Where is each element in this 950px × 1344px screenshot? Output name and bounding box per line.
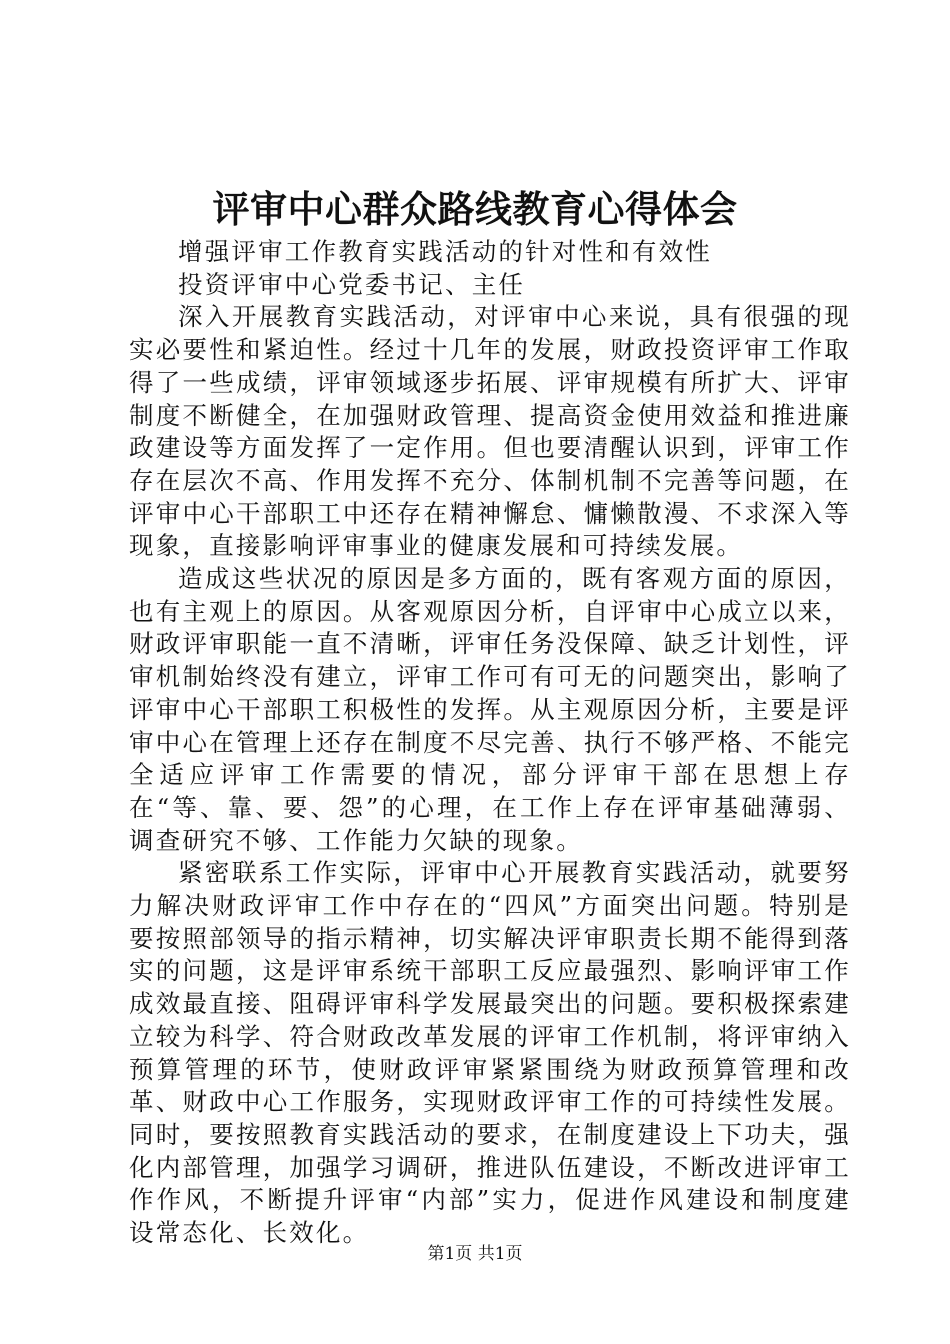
document-title: 评审中心群众路线教育心得体会 — [212, 187, 738, 231]
document-author: 投资评审中心党委书记、主任 — [178, 269, 526, 299]
page-footer: 第1页 共1页 — [427, 1244, 523, 1264]
body-paragraph-1: 深入开展教育实践活动，对评审中心来说，具有很强的现实必要性和紧迫性。经过十几年的发展，财政投资评审工作取得了一些成绩，评审领域逐步拓展、评审规模有所扩大、评审制度不断健全，在加强财政管理、提高资金使用效益和推进廉政建设等方面发挥了一定作用。但也要清醒认识到，评审工作存在层次不高、作用发挥不充分、体制机制不完善等问题，在评审中心干部职工中还存在精神懈怠、慵懒散漫、不求深入等现象，直接影响评审事业的健康发展和可持续发展。 — [129, 302, 851, 561]
document-body — [129, 236, 851, 1250]
body-paragraph-2: 造成这些状况的原因是多方面的，既有客观方面的原因，也有主观上的原因。从客观原因分析，自评审中心成立以来，财政评审职能一直不清晰，评审任务没保障、缺乏计划性，评审机制始终没有建立，评审工作可有可无的问题突出，影响了评审中心干部职工积极性的发挥。从主观原因分析，主要是评审中心在管理上还存在制度不尽完善、执行不够严格、不能完全适应评审工作需要的情况，部分评审干部在思想上存在“等、靠、要、怨”的心理，在工作上存在评审基础薄弱、调查研究不够、工作能力欠缺的现象。 — [129, 564, 851, 855]
body-paragraph-3: 紧密联系工作实际，评审中心开展教育实践活动，就要努力解决财政评审工作中存在的“四风”方面突出问题。特别是要按照部领导的指示精神，切实解决评审职责长期不能得到落实的问题，这是评审系统干部职工反应最强烈、影响评审工作成效最直接、阻碍评审科学发展最突出的问题。要积极探索建立较为科学、符合财政改革发展的评审工作机制，将评审纳入预算管理的环节，使财政评审紧紧围绕为财政预算管理和改革、财政中心工作服务，实现财政评审工作的可持续性发展。同时，要按照教育实践活动的要求，在制度建设上下功夫，强化内部管理，加强学习调研，推进队伍建设，不断改进评审工作作风，不断提升评审“内部”实力，促进作风建设和制度建设常态化、长效化。 — [129, 858, 851, 1248]
document-subtitle: 增强评审工作教育实践活动的针对性和有效性 — [178, 237, 712, 266]
